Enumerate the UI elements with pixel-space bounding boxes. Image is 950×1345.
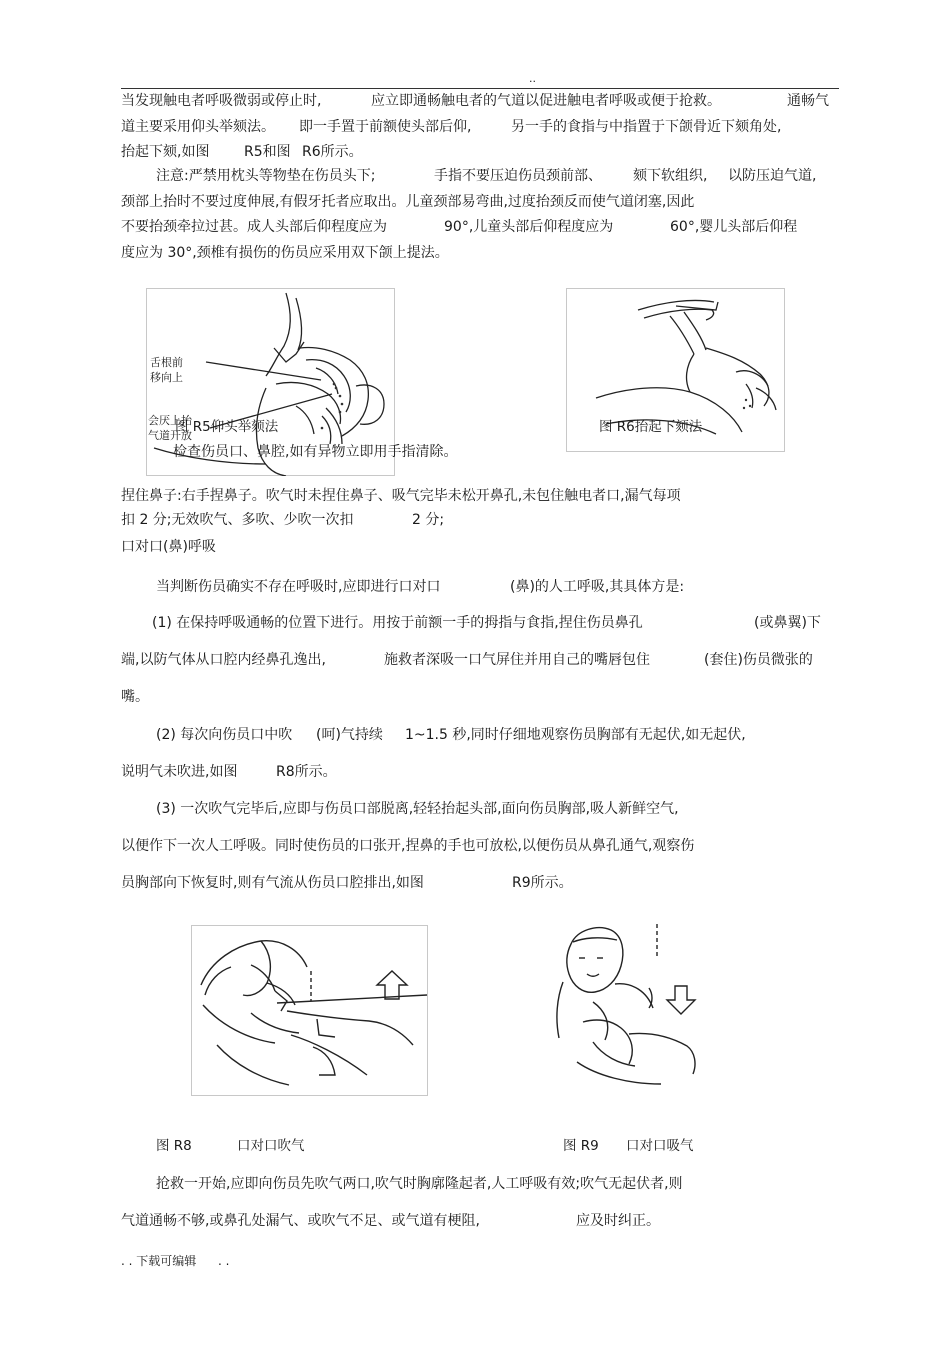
p2-line4: 度应为 30°,颈椎有损伤的伤员应采用双下颌上提法。 <box>121 245 449 261</box>
mouth-to-mouth-blow-drawing <box>191 925 428 1096</box>
step2-line1c: 1~1.5 秒,同时仔细地观察伤员胸部有无起伏,如无起伏, <box>405 727 746 743</box>
p3-line2b: 2 分; <box>412 512 445 528</box>
p1-line2a: 道主要采用仰头举颏法。 <box>121 119 275 135</box>
footer-dots: . . <box>218 1254 230 1268</box>
figure-r6-caption: 图 R6抬起下颏法 <box>599 419 703 435</box>
step2-line2a: 说明气未吹进,如图 <box>121 764 238 780</box>
p2-line3a: 不要抬颈牵拉过甚。成人头部后仰程度应为 <box>121 219 387 235</box>
step1-line3: 嘴。 <box>121 689 149 705</box>
section-heading: 口对口(鼻)呼吸 <box>121 539 216 555</box>
step1-line2c: (套住)伤员微张的 <box>704 652 813 668</box>
p4-line1b: (鼻)的人工呼吸,其具体方是: <box>510 579 685 595</box>
p2-line3b: 90°,儿童头部后仰程度应为 <box>444 219 614 235</box>
figure-r9-caption-text: 口对口吸气 <box>626 1138 694 1154</box>
p5-line2a: 气道通畅不够,或鼻孔处漏气、或吹气不足、或气道有梗阻, <box>121 1213 480 1229</box>
p2-line1b: 手指不要压迫伤员颈前部、 <box>434 168 602 184</box>
figure-r9-illustration <box>553 922 699 1092</box>
step2-line1a: (2) 每次向伤员口中吹 <box>156 727 293 743</box>
r5-label-tongue-1: 舌根前 <box>150 356 183 369</box>
step2-line2b: R8所示。 <box>276 764 337 780</box>
p1-line2b: 即一手置于前额使头部后仰, <box>299 119 472 135</box>
figure-r9-caption-num: 图 R9 <box>563 1138 599 1154</box>
figure-r5-overlap-text: 检查伤员口、鼻腔,如有异物立即用手指清除。 <box>173 444 458 460</box>
step1-line1a: (1) 在保持呼吸通畅的位置下进行。用按于前额一手的拇指与食指,捏住伤员鼻孔 <box>152 615 643 631</box>
r5-label-epiglottis-2: 气道开放 <box>148 429 192 442</box>
step1-line2b: 施救者深吸一口气屏住并用自己的嘴唇包住 <box>384 652 650 668</box>
header-mark: .. <box>529 72 536 85</box>
footer-text: . . 下载可编辑 <box>121 1254 197 1268</box>
p1-line3c: R6所示。 <box>302 144 363 160</box>
p5-line2b: 应及时纠正。 <box>576 1213 660 1229</box>
p2-line3c: 60°,婴儿头部后仰程 <box>670 219 798 235</box>
p1-line3a: 抬起下颏,如图 <box>121 144 210 160</box>
p2-line2: 颈部上抬时不要过度伸展,有假牙托者应取出。儿童颈部易弯曲,过度抬颈反而使气道闭塞,因此 <box>121 194 695 210</box>
p1-line2c: 另一手的食指与中指置于下颌骨近下颏角处, <box>511 119 782 135</box>
figure-r8-caption-text: 口对口吹气 <box>237 1138 305 1154</box>
p1-line1c: 通畅气 <box>787 93 829 109</box>
mouth-to-mouth-inhale-drawing <box>553 922 699 1092</box>
step3-line3a: 员胸部向下恢复时,则有气流从伤员口腔排出,如图 <box>121 875 424 891</box>
step2-line1b: (呵)气持续 <box>316 727 383 743</box>
r5-label-tongue-2: 移向上 <box>150 371 183 384</box>
p2-line1d: 以防压迫气道, <box>728 168 817 184</box>
step3-line1: (3) 一次吹气完毕后,应即与伤员口部脱离,轻轻抬起头部,面向伤员胸部,吸人新鲜空气, <box>156 801 679 817</box>
p3-line2a: 扣 2 分;无效吹气、多吹、少吹一次扣 <box>121 512 354 528</box>
step3-line2: 以便作下一次人工呼吸。同时使伤员的口张开,捏鼻的手也可放松,以便伤员从鼻孔通气,观察伤 <box>121 838 695 854</box>
figure-r8-illustration <box>191 925 428 1096</box>
p5-line1: 抢救一开始,应即向伤员先吹气两口,吹气时胸廓隆起者,人工呼吸有效;吹气无起伏者,则 <box>156 1176 683 1192</box>
p3-line1: 捏住鼻子:右手捏鼻子。吹气时未捏住鼻子、吸气完毕未松开鼻孔,未包住触电者口,漏气每项 <box>121 488 681 504</box>
step3-line3b: R9所示。 <box>512 875 573 891</box>
p1-line1b: 应立即通畅触电者的气道以促进触电者呼吸或便于抢救。 <box>371 93 721 109</box>
figure-r8-caption-num: 图 R8 <box>156 1138 192 1154</box>
p1-line1a: 当发现触电者呼吸微弱或停止时, <box>121 93 322 109</box>
figure-r5-caption: 图 R5仰头举颏法 <box>175 419 279 435</box>
p4-line1a: 当判断伤员确实不存在呼吸时,应即进行口对口 <box>156 579 441 595</box>
p2-line1a: 注意:严禁用枕头等物垫在伤员头下; <box>156 168 376 184</box>
p2-line1c: 颏下软组织, <box>633 168 708 184</box>
step1-line1b: (或鼻翼)下 <box>754 615 821 631</box>
step1-line2a: 端,以防气体从口腔内经鼻孔逸出, <box>121 652 326 668</box>
header-rule <box>121 88 839 89</box>
r5-label-epiglottis-1: 会厌上抬 <box>148 414 192 427</box>
p1-line3b: R5和图 <box>244 144 291 160</box>
